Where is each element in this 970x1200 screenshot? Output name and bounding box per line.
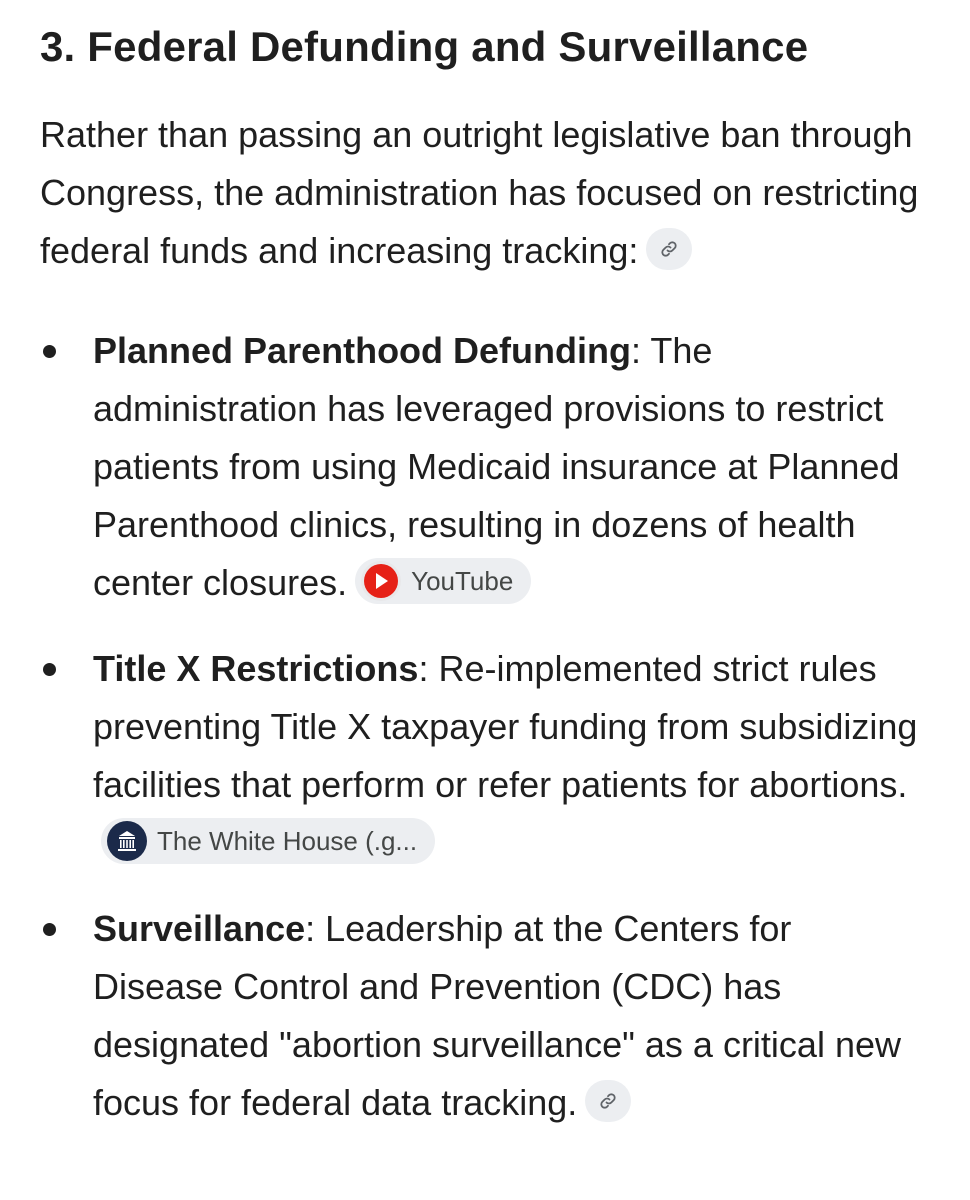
source-label: YouTube <box>411 566 514 597</box>
item-text: : Leadership at the Centers for Disease Control and Prevention (CDC) has designated "abortion surveillance" as a critical new focus for federal data tracking. <box>93 908 901 1123</box>
bullet-dot <box>43 663 56 676</box>
link-chip[interactable] <box>585 1080 631 1122</box>
bullet-list <box>40 322 940 1132</box>
source-label: The White House (.g... <box>157 826 418 857</box>
youtube-icon <box>361 561 401 601</box>
item-text: : The administration has leveraged provisions to restrict patients from using Medicaid insurance at Planned Parenthood clinics, resulting in dozens of health center closures. <box>93 330 900 603</box>
item-text: : Re-implemented strict rules preventing Title X taxpayer funding from subsidizing facilities that perform or refer patients for abortions. <box>93 648 918 805</box>
list-item <box>40 322 931 612</box>
list-item <box>40 900 931 1132</box>
bullet-dot <box>43 345 56 358</box>
source-chip-youtube[interactable] <box>355 558 531 604</box>
source-chip-white-house[interactable] <box>101 818 435 864</box>
section-intro <box>40 106 930 280</box>
intro-text: Rather than passing an outright legislative ban through Congress, the administration has focused on restricting federal funds and increasing tracking: <box>40 114 919 271</box>
link-icon <box>599 1092 617 1110</box>
item-term: Surveillance <box>93 908 306 949</box>
item-term: Title X Restrictions <box>93 648 419 689</box>
link-icon <box>660 240 678 258</box>
white-house-icon <box>107 821 147 861</box>
bullet-dot <box>43 923 56 936</box>
list-item <box>40 640 931 872</box>
item-term: Planned Parenthood Defunding <box>93 330 631 371</box>
link-chip[interactable] <box>646 228 692 270</box>
section-heading: 3. Federal Defunding and Surveillance <box>40 23 809 70</box>
article-section <box>40 18 940 1160</box>
